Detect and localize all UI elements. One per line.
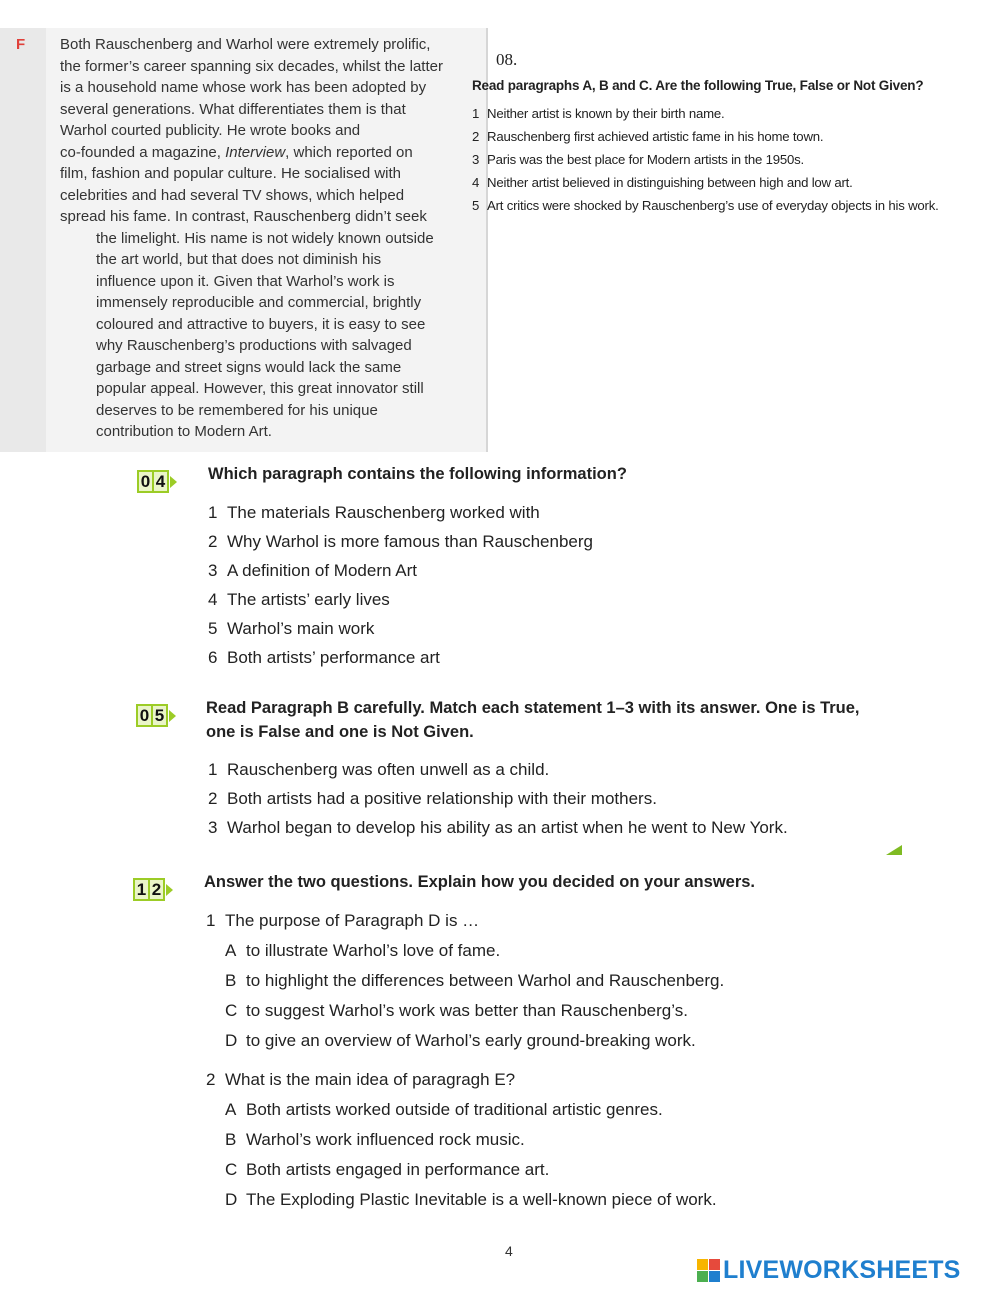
list-item <box>208 616 593 645</box>
item-number: 2 <box>206 1070 216 1089</box>
item-text: Rauschenberg first achieved artistic fame in his home town. <box>487 129 824 144</box>
list-item <box>472 148 996 171</box>
question-stem <box>206 1067 717 1097</box>
instruction-line: one is False and one is Not Given. <box>206 723 474 741</box>
option-text: Warhol’s work influenced rock music. <box>246 1130 525 1149</box>
option-text: Both artists engaged in performance art. <box>246 1160 550 1179</box>
item-number: 4 <box>208 590 218 609</box>
list-item <box>208 645 593 674</box>
list-item <box>208 786 788 815</box>
list-item <box>472 125 996 148</box>
logo-square <box>697 1271 708 1282</box>
list-item <box>208 815 788 844</box>
list-item <box>208 529 593 558</box>
corner-mark-icon <box>886 845 902 855</box>
badge-digit: 5 <box>151 706 166 725</box>
liveworksheets-logo <box>697 1256 961 1285</box>
paragraph-letter: F <box>16 36 26 53</box>
item-text: Rauschenberg was often unwell as a child. <box>227 760 550 779</box>
item-text: Neither artist is known by their birth name. <box>487 106 725 121</box>
line-prefix: co-founded a magazine, <box>60 143 226 161</box>
paragraph-line: deserves to be remembered for his unique <box>96 401 378 419</box>
item-number: 1 <box>206 911 216 930</box>
exercise-04-badge <box>137 470 177 493</box>
item-number: 2 <box>208 532 218 551</box>
paragraph-line: immensely reproducible and commercial, brightly <box>96 294 422 311</box>
option-item <box>206 1127 717 1157</box>
exercise-05-instruction <box>206 696 860 744</box>
badge-digit: 0 <box>140 472 151 491</box>
panel-shade <box>0 28 46 452</box>
option-text: Both artists worked outside of traditional artistic genres. <box>246 1100 663 1119</box>
paragraph-line: Warhol courted publicity. He wrote books and <box>60 122 361 139</box>
item-text: Warhol’s main work <box>227 619 375 638</box>
item-text: A definition of Modern Art <box>227 561 417 580</box>
exercise-instruction: Read paragraphs A, B and C. Are the following True, False or Not Given? <box>472 78 924 93</box>
item-text: What is the main idea of paragragh E? <box>225 1070 516 1089</box>
logo-text: LIVEWORKSHEETS <box>723 1256 961 1284</box>
list-item <box>208 500 593 529</box>
arrow-icon <box>170 476 177 488</box>
statement-list <box>472 102 996 217</box>
option-text: The Exploding Plastic Inevitable is a well-known piece of work. <box>246 1190 717 1209</box>
list-item <box>208 558 593 587</box>
badge-digits <box>133 878 165 901</box>
question-stem <box>206 908 724 938</box>
item-text: Why Warhol is more famous than Rauschenberg <box>227 532 593 551</box>
item-text: The artists’ early lives <box>227 590 390 609</box>
badge-digit: 1 <box>136 880 147 899</box>
option-item <box>206 998 724 1028</box>
item-text: Both artists’ performance art <box>227 648 440 667</box>
item-number: 2 <box>472 129 480 144</box>
logo-square <box>697 1259 708 1270</box>
item-text: Paris was the best place for Modern artists in the 1950s. <box>487 152 804 167</box>
item-number: 6 <box>208 648 218 667</box>
arrow-icon <box>169 710 176 722</box>
badge-digit: 4 <box>152 472 167 491</box>
item-number: 1 <box>472 106 480 121</box>
paragraph-line: contribution to Modern Art. <box>96 423 272 440</box>
item-number: 4 <box>472 175 480 190</box>
paragraph-f-text <box>60 34 480 443</box>
exercise-12-question-1 <box>206 908 724 1058</box>
exercise-12-question-2 <box>206 1067 717 1217</box>
exercise-12-instruction: Answer the two questions. Explain how you decided on your answers. <box>204 873 756 891</box>
option-item <box>206 1097 717 1127</box>
badge-digits <box>136 704 168 727</box>
item-number: 1 <box>208 503 218 522</box>
item-number: 5 <box>472 198 480 213</box>
paragraph-line: spread his fame. In contrast, Rauschenberg didn’t seek <box>60 208 427 225</box>
option-text: to give an overview of Warhol’s early ground-breaking work. <box>246 1031 696 1050</box>
paragraph-line: why Rauschenberg’s productions with salvaged <box>96 337 412 354</box>
option-letter: C <box>225 1160 238 1179</box>
list-item <box>472 102 996 125</box>
option-text: to suggest Warhol’s work was better than Rauschenberg’s. <box>246 1001 688 1020</box>
option-letter: C <box>225 1001 238 1020</box>
option-item <box>206 1157 717 1187</box>
option-letter: B <box>225 971 237 990</box>
paragraph-line: coloured and attractive to buyers, it is easy to see <box>96 315 426 333</box>
item-number: 3 <box>472 152 480 167</box>
paragraph-line: film, fashion and popular culture. He socialised with <box>60 165 402 182</box>
page-number: 4 <box>505 1243 513 1259</box>
paragraph-line: popular appeal. However, this great innovator still <box>96 380 424 397</box>
option-item <box>206 968 724 998</box>
exercise-05-list <box>208 757 788 844</box>
option-item <box>206 1187 717 1217</box>
item-number: 3 <box>208 561 218 580</box>
item-number: 5 <box>208 619 218 638</box>
exercise-05-badge <box>136 704 176 727</box>
logo-grid-icon <box>697 1259 720 1282</box>
list-item <box>472 194 996 217</box>
line-suffix: , which reported on <box>285 143 413 161</box>
instruction-line: Read Paragraph B carefully. Match each statement 1–3 with its answer. One is True, <box>206 699 860 717</box>
exercise-12-badge <box>133 878 173 901</box>
arrow-icon <box>166 884 173 896</box>
item-text: Art critics were shocked by Rauschenberg’s use of everyday objects in his work. <box>487 198 939 213</box>
option-text: to highlight the differences between Warhol and Rauschenberg. <box>246 971 725 990</box>
item-number: 2 <box>208 789 218 808</box>
option-text: to illustrate Warhol’s love of fame. <box>246 941 501 960</box>
paragraph-line: the former’s career spanning six decades, whilst the latter <box>60 57 443 75</box>
badge-digit: 2 <box>148 880 163 899</box>
paragraph-line: Both Rauschenberg and Warhol were extremely prolific, <box>60 36 431 53</box>
option-letter: D <box>225 1031 238 1050</box>
logo-square <box>709 1259 720 1270</box>
list-item <box>472 171 996 194</box>
list-item <box>208 587 593 616</box>
paragraph-line-italic-interview <box>60 142 480 164</box>
paragraph-f-panel <box>0 28 488 452</box>
exercise-04-instruction: Which paragraph contains the following information? <box>208 465 627 483</box>
option-letter: A <box>225 1100 237 1119</box>
magazine-title: Interview <box>225 143 286 161</box>
paragraph-line: several generations. What differentiates them is that <box>60 100 406 118</box>
logo-square <box>709 1271 720 1282</box>
item-text: Neither artist believed in distinguishing between high and low art. <box>487 175 853 190</box>
exercise-08 <box>466 50 996 217</box>
option-item <box>206 1028 724 1058</box>
badge-digit: 0 <box>139 706 150 725</box>
item-text: The materials Rauschenberg worked with <box>227 503 540 522</box>
paragraph-line: is a household name whose work has been adopted by <box>60 79 427 96</box>
exercise-number: 08. <box>496 50 518 69</box>
paragraph-line: celebrities and had several TV shows, which helped <box>60 186 405 204</box>
list-item <box>208 757 788 786</box>
item-text: The purpose of Paragraph D is … <box>225 911 480 930</box>
paragraph-line: the limelight. His name is not widely known outside <box>96 229 434 247</box>
item-number: 1 <box>208 760 218 779</box>
item-text: Warhol began to develop his ability as an artist when he went to New York. <box>227 818 788 837</box>
paragraph-line: garbage and street signs would lack the same <box>96 358 402 376</box>
paragraph-line: influence upon it. Given that Warhol’s work is <box>96 272 395 290</box>
item-number: 3 <box>208 818 218 837</box>
option-item <box>206 938 724 968</box>
badge-digits <box>137 470 169 493</box>
option-letter: B <box>225 1130 237 1149</box>
paragraph-line: the art world, but that does not diminish his <box>96 251 382 268</box>
option-letter: D <box>225 1190 238 1209</box>
option-letter: A <box>225 941 237 960</box>
item-text: Both artists had a positive relationship with their mothers. <box>227 789 657 808</box>
exercise-04-list <box>208 500 593 674</box>
